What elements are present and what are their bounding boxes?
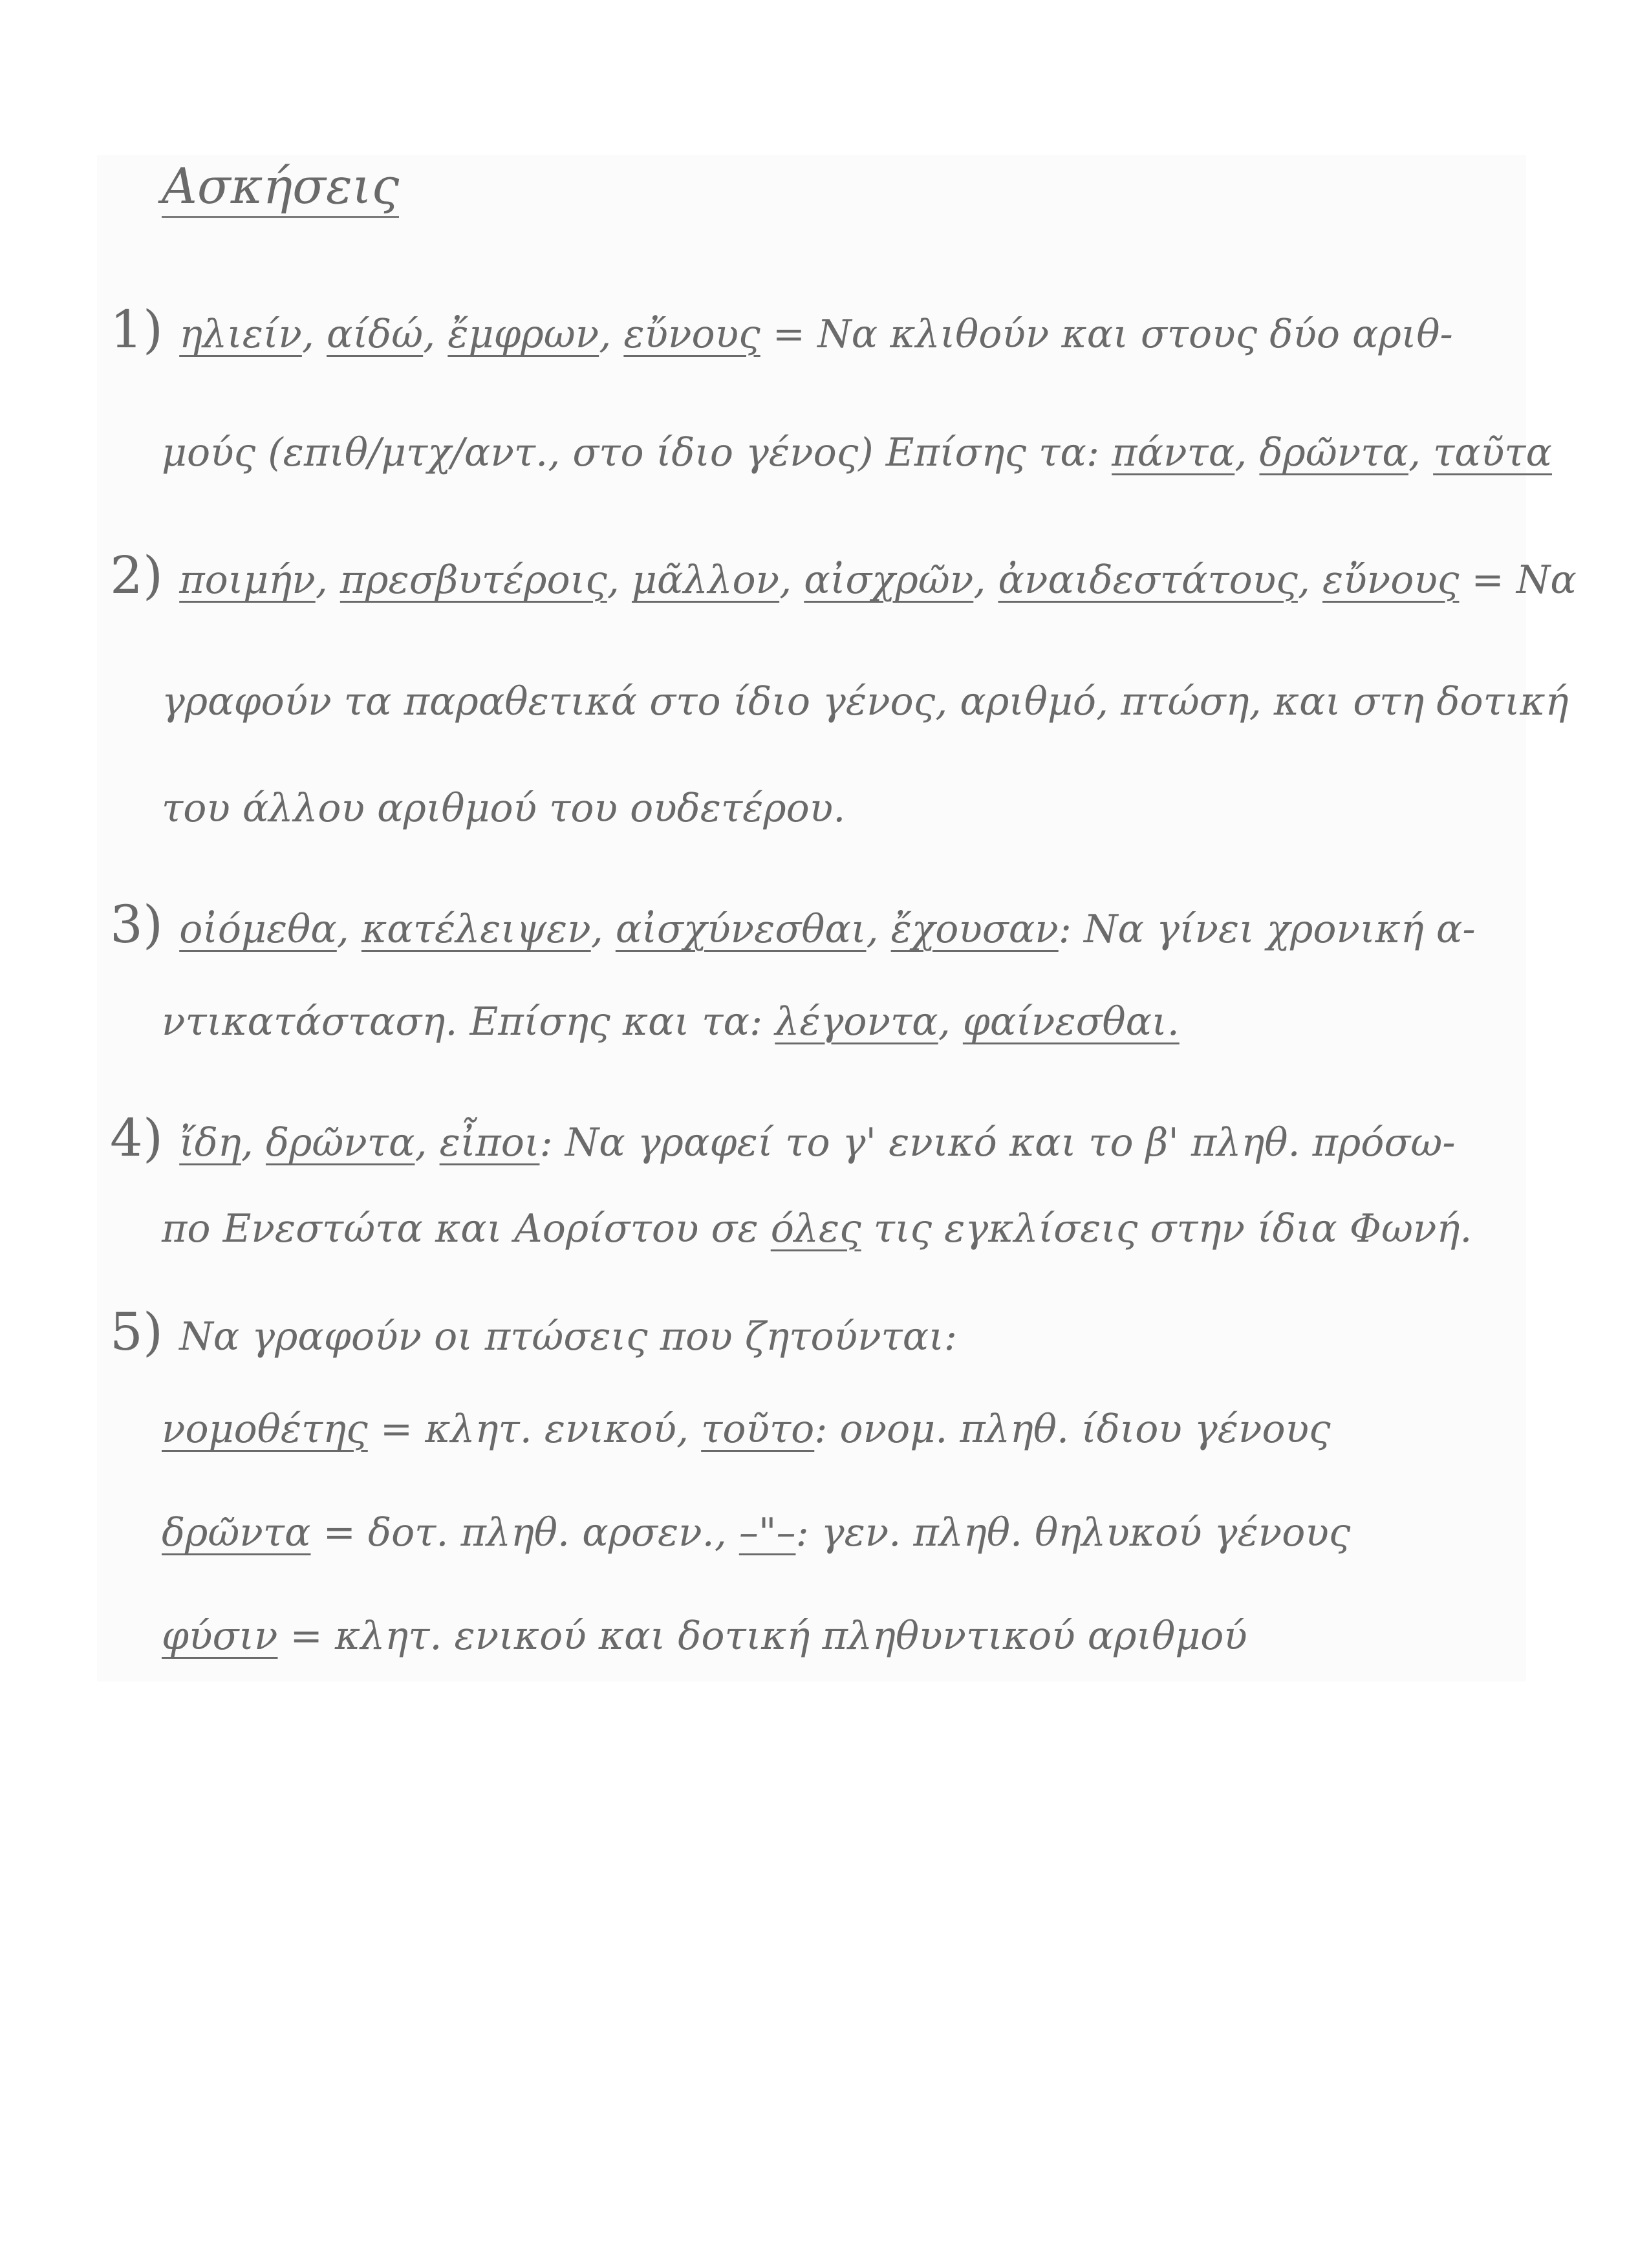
exercise-4-line-2 <box>162 1206 1472 1251</box>
exercise-word: αίδώ <box>327 312 424 357</box>
exercise-word: νομοθέτης <box>162 1407 368 1452</box>
exercise-instruction: γραφούν τα παραθετικά στο ίδιο γένος, αριθμό, πτώση, και στη δοτική <box>162 679 1569 724</box>
exercise-instruction: : γεν. πληθ. θηλυκού γένους <box>795 1510 1351 1555</box>
exercise-instruction: πο Ενεστώτα και Αορίστου σε <box>162 1206 759 1251</box>
exercise-instruction: = Να κλιθούν και στους δύο αριθ- <box>772 312 1453 357</box>
exercise-instruction: ντικατάσταση. Επίσης και τα: <box>162 999 763 1044</box>
exercise-word: ποιμήν <box>179 557 316 603</box>
exercise-word: εὔνους <box>1322 557 1460 603</box>
exercise-1-line-1: 1) ηλιείν, αίδώ, ἔμφρων, εὔνους = Να κλιθούν και στους δύο αριθ- <box>110 299 1453 360</box>
ditto-mark: –"– <box>738 1510 796 1555</box>
exercise-word: αἰσχύνεσθαι <box>615 907 867 952</box>
exercise-5-row-1 <box>162 1407 1331 1452</box>
page-title: Ασκήσεις <box>162 162 399 218</box>
exercise-word: ἔχουσαν <box>890 907 1059 952</box>
exercise-2-line-2 <box>162 679 1569 724</box>
exercise-word: πάντα <box>1112 430 1235 475</box>
exercise-instruction: = Να <box>1471 557 1577 603</box>
exercise-word: τοῦτο <box>701 1407 815 1452</box>
exercise-3-line-2: ντικατάσταση. Επίσης και τα: λέγοντα, φαίνεσθαι. <box>162 999 1180 1044</box>
exercise-instruction: : ονομ. πληθ. ίδιου γένους <box>814 1407 1331 1452</box>
exercise-number: 5) <box>110 1302 164 1362</box>
exercise-5-row-3 <box>162 1614 1247 1659</box>
exercise-number: 3) <box>110 894 164 955</box>
exercise-instruction: : Να γραφεί το γ' ενικό και το β' πληθ. πρόσω- <box>539 1120 1456 1165</box>
exercise-instruction: τις εγκλίσεις στην ίδια Φωνή. <box>873 1206 1472 1251</box>
exercise-instruction: = δοτ. πληθ. αρσεν., <box>323 1510 727 1555</box>
exercise-5-row-2 <box>162 1510 1351 1555</box>
exercise-instruction: : Να γίνει χρονική α- <box>1058 907 1476 952</box>
exercise-2-line-3 <box>162 786 846 831</box>
exercise-word: φαίνεσθαι. <box>962 999 1180 1044</box>
exercise-word: δρῶντα <box>1259 430 1408 475</box>
exercise-word: ἴδη <box>179 1120 241 1165</box>
exercise-4-line-1: 4) ἴδη, δρῶντα, εἶποι: Να γραφεί το γ' ενικό και το β' πληθ. πρόσω- <box>110 1108 1456 1168</box>
exercise-instruction: Επίσης τα: <box>885 430 1100 475</box>
exercise-number: 4) <box>110 1108 164 1168</box>
exercise-word: μᾶλλον <box>631 557 780 603</box>
exercise-word: ἀναιδεστάτους <box>998 557 1298 603</box>
exercise-1-line-2: μούς (επιθ/μτχ/αντ., στο ίδιο γένος) Επίσης τα: πάντα, δρῶντα, ταῦτα <box>162 430 1553 475</box>
exercise-instruction: Να γραφούν οι πτώσεις που ζητούνται: <box>179 1314 957 1359</box>
exercise-3-line-1: 3) οἰόμεθα, κατέλειψεν, αἰσχύνεσθαι, ἔχουσαν: Να γίνει χρονική α- <box>110 894 1476 955</box>
exercise-word: ἔμφρων <box>447 312 599 357</box>
exercise-word: όλες <box>770 1206 861 1251</box>
exercise-number: 2) <box>110 545 164 605</box>
exercise-word: αἰσχρῶν <box>804 557 974 603</box>
exercise-5-line-1 <box>110 1302 957 1362</box>
exercise-word: εἶποι <box>439 1120 540 1165</box>
exercise-word: κατέλειψεν <box>361 907 591 952</box>
exercise-word: ηλιείν <box>179 312 302 357</box>
exercise-word: οἰόμεθα <box>179 907 337 952</box>
exercise-word: λέγοντα <box>775 999 938 1044</box>
exercise-word: δρῶντα <box>265 1120 415 1165</box>
exercise-word: φύσιν <box>162 1614 278 1659</box>
exercise-word: εὔνους <box>623 312 760 357</box>
exercise-word: ταῦτα <box>1433 430 1553 475</box>
exercise-instruction: του άλλου αριθμού του ουδετέρου. <box>162 786 846 831</box>
exercise-word: πρεσβυτέροις <box>339 557 607 603</box>
exercise-instruction: = κλητ. ενικού, <box>380 1407 689 1452</box>
exercise-number: 1) <box>110 299 164 360</box>
exercise-instruction: = κλητ. ενικού και δοτική πληθυντικού αριθμού <box>290 1614 1247 1659</box>
exercise-word: δρῶντα <box>162 1510 311 1555</box>
exercise-instruction: μούς (επιθ/μτχ/αντ., στο ίδιο γένος) <box>162 430 874 475</box>
exercise-2-line-1: 2) ποιμήν, πρεσβυτέροις, μᾶλλον, αἰσχρῶν, ἀναιδεστάτους, εὔνους = Να <box>110 545 1577 605</box>
